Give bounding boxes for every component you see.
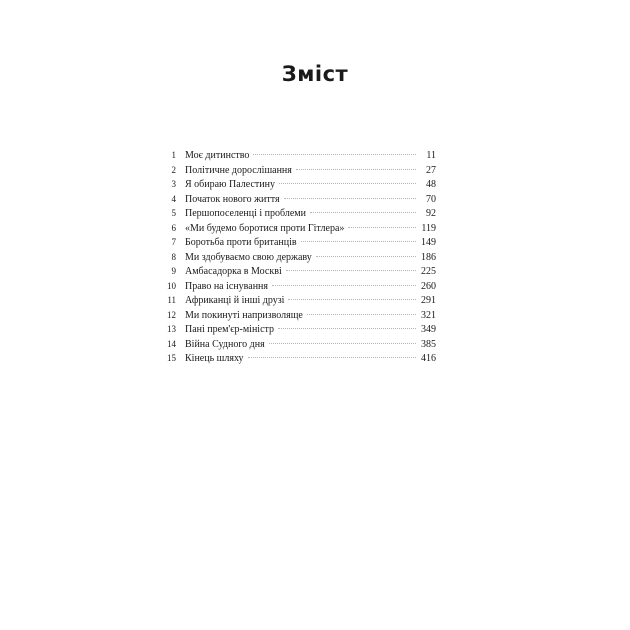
toc-entry[interactable] [164,337,436,352]
page-number: 119 [421,222,436,234]
toc-entry[interactable] [164,163,436,178]
dot-leader [310,212,416,213]
toc-entry[interactable] [164,206,436,221]
toc-entry[interactable] [164,177,436,192]
chapter-title: «Ми будемо боротися проти Гітлера» [185,222,345,234]
chapter-title: Боротьба проти британців [185,237,297,248]
chapter-title: Моє дитинство [185,150,250,161]
chapter-title: Першопоселенці і проблеми [185,208,306,219]
chapter-number: 6 [171,222,176,233]
chapter-title: Африканці й інші друзі [185,295,285,306]
chapter-title: Амбасадорка в Москві [185,266,282,277]
chapter-title: Кінець шляху [185,353,244,364]
chapter-number: 12 [167,309,176,320]
chapter-title: Початок нового життя [185,193,280,205]
chapter-number: 7 [171,237,176,247]
toc-entry[interactable] [164,293,436,308]
page-title: Зміст [281,62,349,86]
page-number: 70 [426,193,436,205]
page-number: 260 [421,280,436,292]
dot-leader [288,299,416,300]
chapter-title: Пані прем'єр-міністр [185,324,274,335]
page-number: 186 [421,251,436,263]
chapter-number: 9 [171,266,176,276]
chapter-number: 11 [167,295,176,305]
chapter-number: 8 [171,251,176,262]
table-of-contents [164,148,436,366]
dot-leader [278,328,416,329]
dot-leader [279,183,416,184]
chapter-title: Я обираю Палестину [185,179,275,190]
toc-entry[interactable] [164,279,436,294]
dot-leader [248,357,416,358]
chapter-number: 2 [171,164,176,175]
dot-leader [296,169,416,170]
chapter-title: Право на існування [185,280,269,292]
page-number: 149 [421,237,436,248]
toc-entry[interactable] [164,351,436,366]
chapter-number: 5 [171,208,176,218]
page-number: 48 [426,179,436,190]
dot-leader [253,154,416,155]
dot-leader [301,241,416,242]
toc-entry[interactable] [164,148,436,163]
dot-leader [284,198,416,199]
page-number: 291 [421,295,436,306]
dot-leader [348,227,416,228]
chapter-title: Війна Судного дня [185,338,265,350]
dot-leader [272,285,416,286]
dot-leader [316,256,416,257]
page-number: 385 [421,338,436,350]
chapter-number: 15 [167,353,176,363]
toc-entry[interactable] [164,250,436,265]
dot-leader [286,270,416,271]
chapter-number: 1 [171,150,176,160]
chapter-number: 10 [167,280,176,291]
chapter-title: Ми покинуті напризволяще [185,309,303,321]
toc-entry[interactable] [164,221,436,236]
page-number: 416 [421,353,436,364]
page-number: 27 [426,164,436,176]
page-number: 349 [421,324,436,335]
toc-entry[interactable] [164,235,436,250]
dot-leader [307,314,416,315]
chapter-number: 14 [167,338,176,349]
page-number: 92 [426,208,436,219]
chapter-title: Ми здобуваємо свою державу [185,251,312,263]
toc-entry[interactable] [164,264,436,279]
toc-entry[interactable] [164,308,436,323]
toc-entry[interactable] [164,192,436,207]
page-number: 321 [421,309,436,321]
chapter-number: 4 [171,193,176,204]
chapter-number: 3 [171,179,176,189]
page-number: 11 [426,150,436,161]
chapter-number: 13 [167,324,176,334]
toc-entry[interactable] [164,322,436,337]
page-number: 225 [421,266,436,277]
dot-leader [269,343,416,344]
chapter-title: Політичне дорослішання [185,164,292,176]
